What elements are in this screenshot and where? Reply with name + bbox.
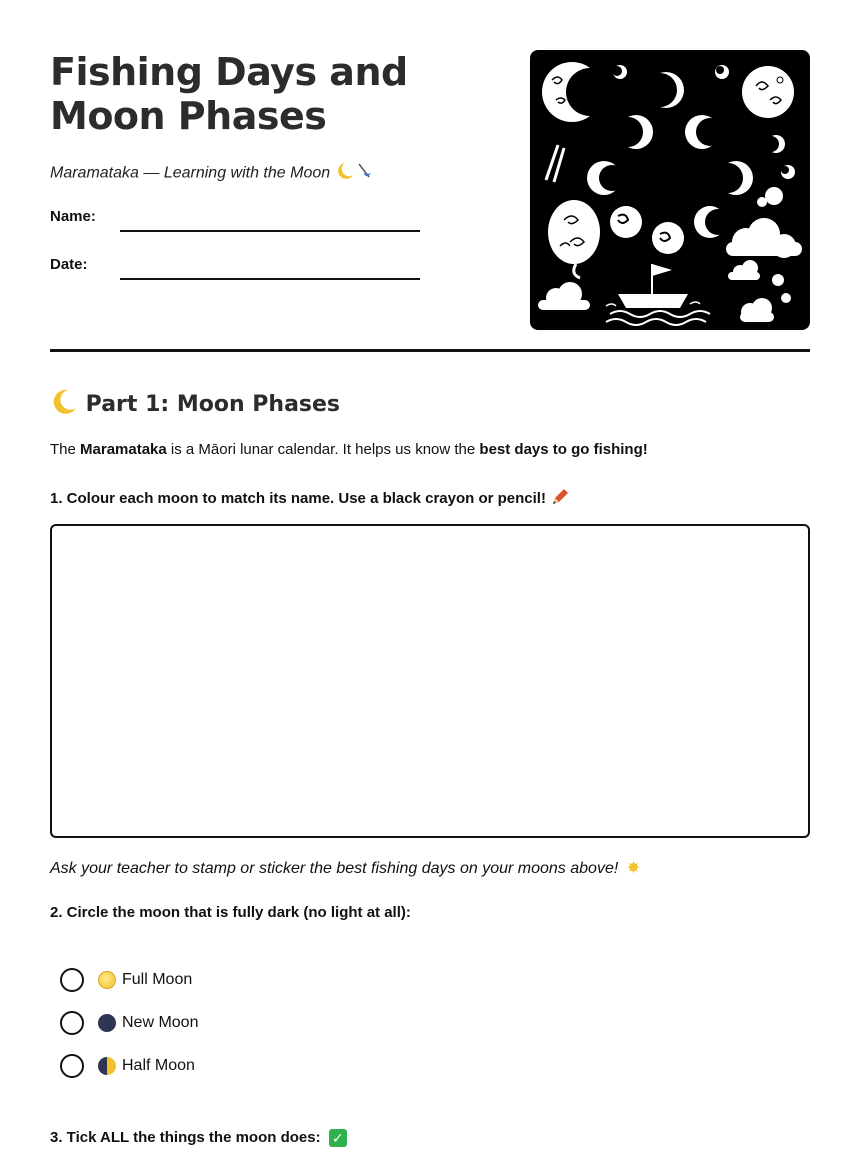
date-line[interactable]	[120, 278, 420, 280]
new-moon-icon	[98, 1014, 116, 1032]
option-new-moon[interactable]: New Moon	[60, 1010, 198, 1036]
question-2: 2. Circle the moon that is fully dark (no light at all):	[50, 904, 411, 921]
option-half-moon[interactable]: Half Moon	[60, 1053, 195, 1079]
subtitle: Maramataka — Learning with the Moon	[50, 161, 375, 186]
page-title: Fishing Days and Moon Phases	[50, 50, 408, 138]
moon-colouring-area[interactable]	[50, 524, 810, 838]
header	[50, 0, 810, 352]
sparkle-icon: ✸	[626, 860, 641, 877]
check-mark-icon: ✓	[329, 1129, 347, 1147]
name-line[interactable]	[120, 230, 420, 232]
radio-circle[interactable]	[60, 1011, 84, 1035]
intro-text: The Maramataka is a Māori lunar calendar. It helps us know the best days to go fishing!	[50, 441, 648, 458]
radio-circle[interactable]	[60, 1054, 84, 1078]
question-3: 3. Tick ALL the things the moon does: ✓	[50, 1129, 347, 1147]
part1-title: Part 1: Moon Phases	[50, 388, 340, 422]
half-moon-icon	[98, 1057, 116, 1075]
question-1: 1. Colour each moon to match its name. Use a black crayon or pencil!	[50, 487, 570, 511]
crayon-icon	[550, 487, 570, 511]
option-full-moon[interactable]: Full Moon	[60, 967, 192, 993]
moon-phases-illustration	[530, 50, 810, 330]
radio-circle[interactable]	[60, 968, 84, 992]
full-moon-icon	[98, 971, 116, 989]
crescent-moon-icon	[50, 388, 78, 422]
name-field[interactable]: Name:	[50, 208, 96, 225]
worksheet	[50, 0, 810, 1147]
date-field[interactable]: Date:	[50, 256, 88, 273]
stamp-note: Ask your teacher to stamp or sticker the best fishing days on your moons above! ✸	[50, 860, 641, 877]
header-divider	[50, 349, 810, 352]
crescent-moon-fishing-icon	[335, 161, 375, 186]
